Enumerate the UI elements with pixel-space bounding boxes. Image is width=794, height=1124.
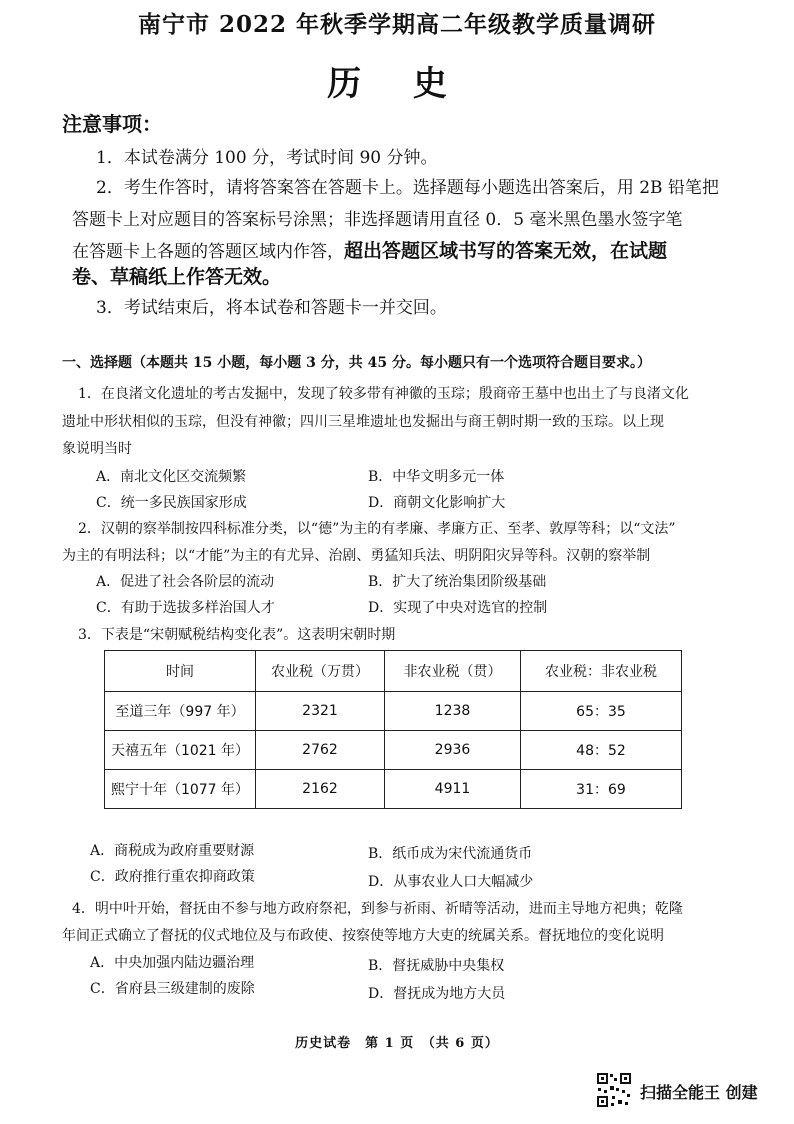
notice-item-2-line-3 <box>72 236 667 263</box>
table-header-cell: 农业税：非农业税 <box>521 651 682 692</box>
q1-line-3: 象说明当时 <box>62 441 132 457</box>
q2-option-b: B．扩大了统治集团阶级基础 <box>368 574 547 590</box>
table-cell: 31：69 <box>521 770 682 809</box>
notice-item-1: 1．本试卷满分 100 分，考试时间 90 分钟。 <box>96 148 438 168</box>
page-footer: 历史试卷 第 1 页 （共 6 页） <box>295 1036 499 1051</box>
q4-line-1: 4．明中叶开始，督抚由不参与地方政府祭祀，到参与祈雨、祈晴等活动，进而主导地方祀典；乾隆 <box>72 901 683 917</box>
q1-option-b: B．中华文明多元一体 <box>368 469 505 485</box>
table-cell: 65：35 <box>521 692 682 731</box>
scanner-watermark: 扫描全能王 创建 <box>640 1083 758 1102</box>
q2-option-c: C．有助于选拔多样治国人才 <box>96 600 275 616</box>
notice-warning-1: 超出答题区域书写的答案无效，在试题 <box>344 240 668 262</box>
table-cell: 1238 <box>385 692 521 731</box>
q2-line-1: 2．汉朝的察举制按四科标准分类，以“德”为主的有孝廉、孝廉方正、至孝、敦厚等科；以“文法” <box>78 521 676 537</box>
q3-option-c: C．政府推行重农抑商政策 <box>90 869 255 885</box>
q1-option-a: A．南北文化区交流频繁 <box>96 469 247 485</box>
table-cell: 2162 <box>256 770 385 809</box>
table-cell: 2321 <box>256 692 385 731</box>
q2-option-a: A．促进了社会各阶层的流动 <box>96 574 275 590</box>
notice-item-2-line-1: 2．考生作答时，请将答案答在答题卡上。选择题每小题选出答案后，用 2B 铅笔把 <box>96 178 719 198</box>
table-cell: 天禧五年（1021 年） <box>105 731 256 770</box>
q3-option-d: D．从事农业人口大幅减少 <box>368 874 534 890</box>
table-cell: 4911 <box>385 770 521 809</box>
q1-line-1: 1．在良渚文化遗址的考古发掘中，发现了较多带有神徽的玉琮；殷商帝王墓中也出土了与良渚文化 <box>78 386 689 402</box>
notice-item-3: 3．考试结束后，将本试卷和答题卡一并交回。 <box>96 298 447 318</box>
q4-line-2: 年间正式确立了督抚的仪式地位及与布政使、按察使等地方大吏的统属关系。督抚地位的变化说明 <box>62 928 664 944</box>
q2-option-d: D．实现了中央对选官的控制 <box>368 600 548 616</box>
q2-line-2: 为主的有明法科；以“才能”为主的有尤异、治剧、勇猛知兵法、明阴阳灾异等科。汉朝的察举制 <box>62 548 651 564</box>
q3-line-1: 3．下表是“宋朝赋税结构变化表”。这表明宋朝时期 <box>78 627 396 643</box>
table-header-cell: 非农业税（贯） <box>385 651 521 692</box>
table-row <box>105 770 682 809</box>
table-cell: 2936 <box>385 731 521 770</box>
notice-heading: 注意事项： <box>62 112 162 136</box>
table-header-row <box>105 651 682 692</box>
q4-option-d: D．督抚成为地方大员 <box>368 986 506 1002</box>
q4-option-b: B．督抚威胁中央集权 <box>368 958 505 974</box>
notice-item-2-line-2: 答题卡上对应题目的答案标号涂黑；非选择题请用直径 0．5 毫米黑色墨水签字笔 <box>72 210 683 230</box>
table-cell: 至道三年（997 年） <box>105 692 256 731</box>
table-header-cell: 时间 <box>105 651 256 692</box>
notice-warning-2: 卷、草稿纸上作答无效。 <box>72 266 282 288</box>
subject-title: 历 史 <box>327 64 467 104</box>
tax-structure-table <box>104 650 682 809</box>
q4-option-c: C．省府县三级建制的废除 <box>90 981 255 997</box>
section-heading: 一、选择题（本题共 15 小题，每小题 3 分，共 45 分。每小题只有一个选项符合题目要求。） <box>62 355 651 371</box>
q1-option-d: D．商朝文化影响扩大 <box>368 495 506 511</box>
q4-option-a: A．中央加强内陆边疆治理 <box>90 955 255 971</box>
q1-option-c: C．统一多民族国家形成 <box>96 495 247 511</box>
table-row <box>105 731 682 770</box>
exam-title: 南宁市 2022 年秋季学期高二年级教学质量调研 <box>137 11 657 38</box>
table-cell: 2762 <box>256 731 385 770</box>
table-cell: 熙宁十年（1077 年） <box>105 770 256 809</box>
qr-code-icon <box>596 1072 632 1108</box>
q3-option-a: A．商税成为政府重要财源 <box>90 843 255 859</box>
table-header-cell: 农业税（万贯） <box>256 651 385 692</box>
q1-line-2: 遗址中形状相似的玉琮，但没有神徽；四川三星堆遗址也发掘出与商王朝时期一致的玉琮。以上现 <box>62 414 664 430</box>
notice-item-2-text: 在答题卡上各题的答题区域内作答， <box>72 242 344 262</box>
table-row <box>105 692 682 731</box>
q3-option-b: B．纸币成为宋代流通货币 <box>368 846 533 862</box>
table-cell: 48：52 <box>521 731 682 770</box>
